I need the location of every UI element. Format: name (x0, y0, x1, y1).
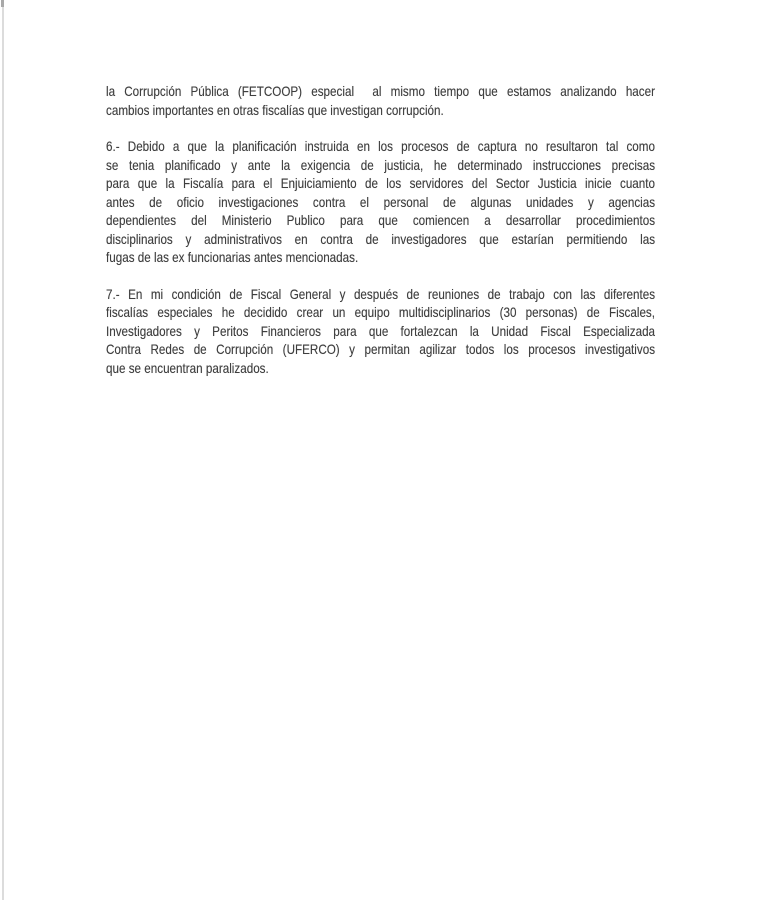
text-line: cambios importantes en otras fiscalías que investigan corrupción. (106, 102, 444, 118)
scan-edge-line (2, 0, 4, 900)
text-line: 6.- Debido a que la planificación instruida en los procesos de captura no resultaron tal como (106, 139, 655, 154)
text-line: antes de oficio investigaciones contra el personal de algunas unidades y agencias (106, 194, 656, 210)
text-line: se tenia planificado y ante la exigencia de justicia, he determinado instrucciones precisas (106, 157, 656, 173)
paragraph (106, 138, 655, 268)
text-line: fugas de las ex funcionarias antes mencionadas. (106, 250, 359, 265)
paragraph (106, 286, 655, 379)
paragraph (106, 83, 655, 120)
text-line: dependientes del Ministerio Publico para que comiencen a desarrollar procedimientos (106, 213, 656, 228)
scan-edge-mark (1, 0, 4, 7)
text-line: la Corrupción Pública (FETCOOP) especial al mismo tiempo que estamos analizando hacer (106, 84, 655, 99)
text-line: para que la Fiscalía para el Enjuiciamiento de los servidores del Sector Justicia inicie cuanto (106, 176, 656, 191)
document-text (106, 83, 655, 396)
text-line: Investigadores y Peritos Financieros para que fortalezcan la Unidad Fiscal Especializada (106, 323, 656, 339)
text-line: 7.- En mi condición de Fiscal General y después de reuniones de trabajo con las diferentes (106, 286, 656, 302)
text-line: disciplinarios y administrativos en contra de investigadores que estarían permitiendo las (106, 231, 656, 247)
text-line: que se encuentran paralizados. (106, 360, 269, 376)
text-line: fiscalías especiales he decidido crear un equipo multidisciplinarios (30 personas) de Fiscales, (106, 305, 656, 320)
text-line: Contra Redes de Corrupción (UFERCO) y permitan agilizar todos los procesos investigativos (106, 342, 656, 357)
